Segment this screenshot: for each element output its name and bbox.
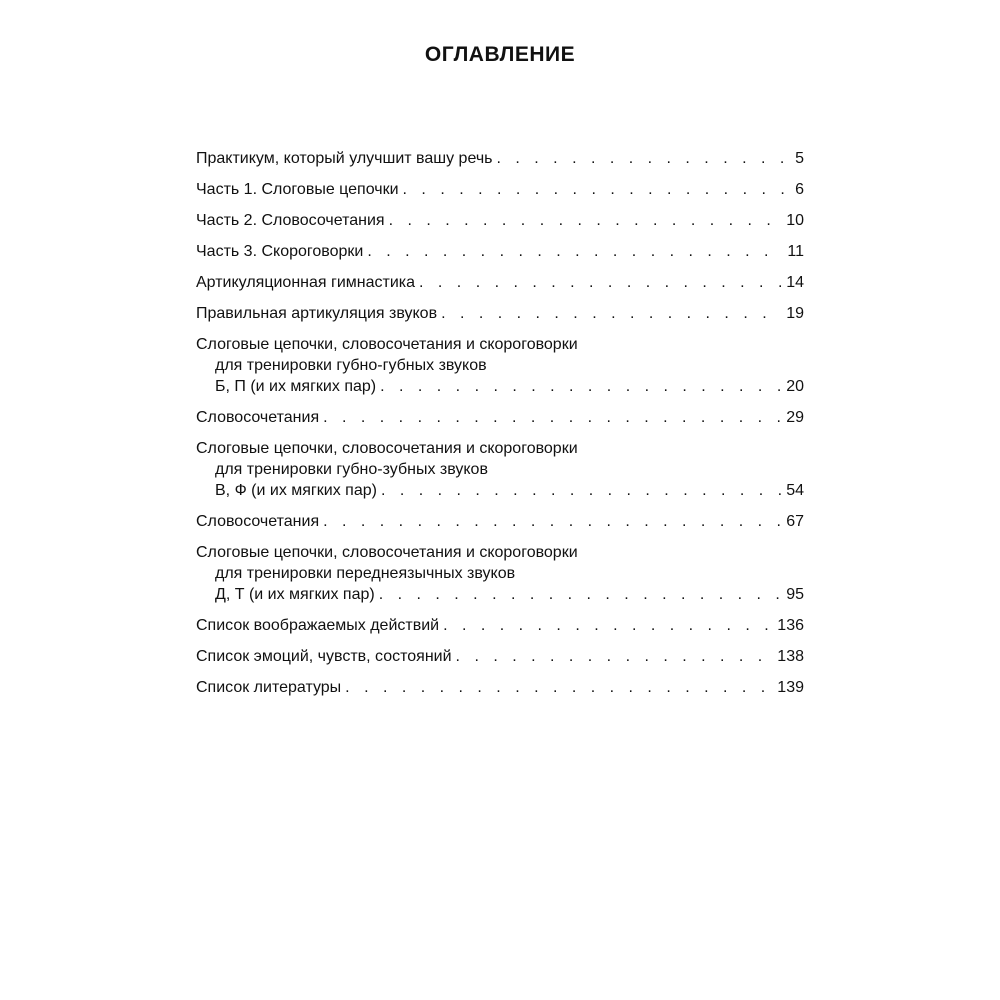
dot-leader [380,376,782,397]
toc-page-number: 19 [786,305,804,322]
page-title: ОГЛАВЛЕНИЕ [424,43,576,66]
toc-page-number: 54 [786,482,804,499]
toc-line [196,615,804,636]
dot-leader [456,646,774,667]
toc-page-number: 136 [777,617,804,634]
toc-entry-title: для тренировки переднеязычных звуков [215,565,516,582]
toc-entry-title: для тренировки губно-губных звуков [215,357,487,374]
dot-leader [441,303,782,324]
toc-entry [196,511,804,532]
toc-entry [196,241,804,262]
toc-line [196,438,804,459]
toc-entry-title: Правильная артикуляция звуков [196,305,438,322]
toc-entry [196,646,804,667]
toc-line [196,542,804,563]
toc-line [196,646,804,667]
toc-entry-title: Словосочетания [196,513,320,530]
toc-line [196,241,804,262]
toc-entry [196,210,804,231]
dot-leader [323,407,782,428]
toc-line [196,407,804,428]
toc-entry-title: Д, Т (и их мягких пар) [215,586,375,603]
toc-line [196,334,804,355]
toc-line [196,148,804,169]
toc-entry [196,303,804,324]
dot-leader [381,480,782,501]
toc-entry [196,542,804,605]
dot-leader [367,241,783,262]
toc-page-number: 139 [777,679,804,696]
toc-entry-title: В, Ф (и их мягких пар) [215,482,377,499]
toc-page-number: 5 [795,150,804,167]
toc-entry-title: Практикум, который улучшит вашу речь [196,150,493,167]
dot-leader [345,677,773,698]
toc-page-number: 11 [787,243,804,260]
toc-entry-title: Часть 1. Слоговые цепочки [196,181,399,198]
toc-line [196,376,804,397]
dot-leader [323,511,782,532]
toc-line [196,459,804,480]
toc-page-number: 67 [786,513,804,530]
toc-page-number: 6 [795,181,804,198]
toc-entry-title: Слоговые цепочки, словосочетания и скороговорки [196,440,578,457]
toc-page-number: 29 [786,409,804,426]
toc-page-number: 138 [777,648,804,665]
toc-entry-title: Список литературы [196,679,342,696]
dot-leader [443,615,773,636]
toc-entry-title: для тренировки губно-зубных звуков [215,461,488,478]
toc-line [196,480,804,501]
toc-page-number: 14 [786,274,804,291]
dot-leader [497,148,792,169]
dot-leader [419,272,782,293]
toc-line [196,210,804,231]
toc-page-number: 20 [786,378,804,395]
toc-entry [196,677,804,698]
toc-entry [196,148,804,169]
toc-entry-title: Список воображаемых действий [196,617,440,634]
toc-entry [196,272,804,293]
dot-leader [403,179,792,200]
toc-line [196,584,804,605]
toc-line [196,179,804,200]
dot-leader [379,584,782,605]
toc-line [196,677,804,698]
toc-entry-title: Список эмоций, чувств, состояний [196,648,452,665]
toc-entry [196,334,804,397]
toc-page-number: 10 [786,212,804,229]
toc-line [196,303,804,324]
dot-leader [389,210,783,231]
toc-entry [196,615,804,636]
toc-entry-title: Б, П (и их мягких пар) [215,378,377,395]
toc-line [196,511,804,532]
toc-line [196,563,804,584]
toc-entry-title: Слоговые цепочки, словосочетания и скороговорки [196,544,578,561]
toc-entry-title: Слоговые цепочки, словосочетания и скороговорки [196,336,578,353]
toc-entry-title: Часть 2. Словосочетания [196,212,385,229]
toc-entry-title: Часть 3. Скороговорки [196,243,364,260]
toc-line [196,355,804,376]
toc-page-number: 95 [786,586,804,603]
toc-entry-title: Словосочетания [196,409,320,426]
table-of-contents [196,148,804,708]
toc-entry [196,438,804,501]
toc-entry [196,407,804,428]
toc-entry-title: Артикуляционная гимнастика [196,274,416,291]
toc-line [196,272,804,293]
toc-entry [196,179,804,200]
